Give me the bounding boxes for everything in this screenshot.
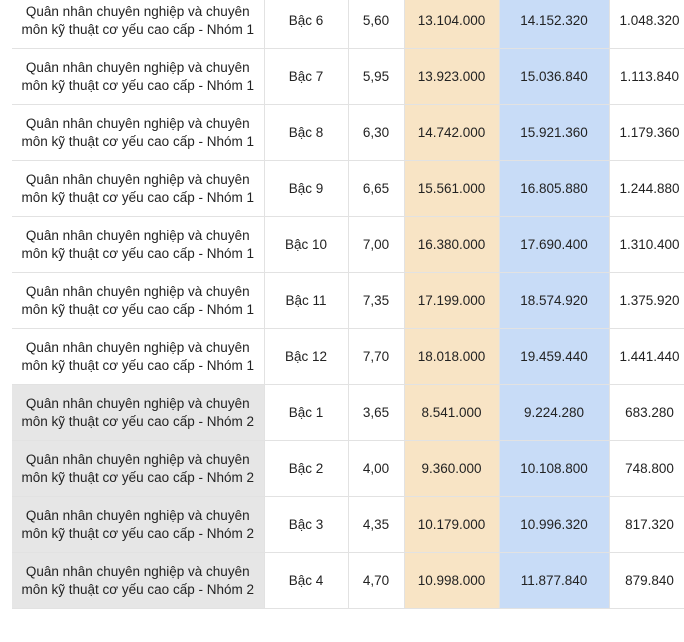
current-salary-cell: 14.742.000: [404, 105, 499, 161]
increase-cell: 1.113.840: [609, 49, 684, 105]
table-row: [6, 161, 684, 217]
increase-cell: 1.179.360: [609, 105, 684, 161]
increase-cell: 1.441.440: [609, 329, 684, 385]
coefficient-cell: 7,35: [348, 273, 404, 329]
new-salary-cell: 15.921.360: [499, 105, 609, 161]
new-salary-cell: 10.108.800: [499, 441, 609, 497]
rank-cell: Bậc 9: [264, 161, 348, 217]
rank-cell: Bậc 6: [264, 0, 348, 49]
current-salary-cell: 17.199.000: [404, 273, 499, 329]
coefficient-cell: 4,00: [348, 441, 404, 497]
table-row: [6, 105, 684, 161]
current-salary-cell: 9.360.000: [404, 441, 499, 497]
rank-cell: Bậc 4: [264, 553, 348, 609]
rank-cell: Bậc 11: [264, 273, 348, 329]
rank-cell: Bậc 8: [264, 105, 348, 161]
new-salary-cell: 10.996.320: [499, 497, 609, 553]
current-salary-cell: 16.380.000: [404, 217, 499, 273]
position-title-cell: Quân nhân chuyên nghiệp và chuyên môn kỹ thuật cơ yếu cao cấp - Nhóm 1: [6, 329, 264, 385]
increase-cell: 879.840: [609, 553, 684, 609]
position-title-cell: Quân nhân chuyên nghiệp và chuyên môn kỹ thuật cơ yếu cao cấp - Nhóm 1: [6, 161, 264, 217]
current-salary-cell: 8.541.000: [404, 385, 499, 441]
rank-cell: Bậc 12: [264, 329, 348, 385]
position-title-cell: Quân nhân chuyên nghiệp và chuyên môn kỹ thuật cơ yếu cao cấp - Nhóm 2: [6, 385, 264, 441]
rank-cell: Bậc 7: [264, 49, 348, 105]
increase-cell: 1.310.400: [609, 217, 684, 273]
increase-cell: 1.048.320: [609, 0, 684, 49]
coefficient-cell: 7,70: [348, 329, 404, 385]
increase-cell: 748.800: [609, 441, 684, 497]
increase-cell: 683.280: [609, 385, 684, 441]
new-salary-cell: 11.877.840: [499, 553, 609, 609]
coefficient-cell: 4,70: [348, 553, 404, 609]
current-salary-cell: 13.104.000: [404, 0, 499, 49]
table-row: [6, 0, 684, 49]
coefficient-cell: 4,35: [348, 497, 404, 553]
coefficient-cell: 3,65: [348, 385, 404, 441]
new-salary-cell: 17.690.400: [499, 217, 609, 273]
rank-cell: Bậc 10: [264, 217, 348, 273]
coefficient-cell: 5,95: [348, 49, 404, 105]
new-salary-cell: 9.224.280: [499, 385, 609, 441]
rank-cell: Bậc 1: [264, 385, 348, 441]
position-title-cell: Quân nhân chuyên nghiệp và chuyên môn kỹ thuật cơ yếu cao cấp - Nhóm 1: [6, 105, 264, 161]
position-title-cell: Quân nhân chuyên nghiệp và chuyên môn kỹ thuật cơ yếu cao cấp - Nhóm 1: [6, 49, 264, 105]
rank-cell: Bậc 3: [264, 497, 348, 553]
new-salary-cell: 18.574.920: [499, 273, 609, 329]
increase-cell: 1.375.920: [609, 273, 684, 329]
table-row: [6, 497, 684, 553]
current-salary-cell: 13.923.000: [404, 49, 499, 105]
table-row: [6, 553, 684, 609]
table-row: [6, 441, 684, 497]
rank-cell: Bậc 2: [264, 441, 348, 497]
position-title-cell: Quân nhân chuyên nghiệp và chuyên môn kỹ thuật cơ yếu cao cấp - Nhóm 1: [6, 273, 264, 329]
position-title-cell: Quân nhân chuyên nghiệp và chuyên môn kỹ thuật cơ yếu cao cấp - Nhóm 1: [6, 0, 264, 49]
position-title-cell: Quân nhân chuyên nghiệp và chuyên môn kỹ thuật cơ yếu cao cấp - Nhóm 2: [6, 497, 264, 553]
current-salary-cell: 10.998.000: [404, 553, 499, 609]
salary-table-body: [6, 0, 684, 609]
table-row: [6, 49, 684, 105]
coefficient-cell: 6,65: [348, 161, 404, 217]
table-row: [6, 217, 684, 273]
current-salary-cell: 15.561.000: [404, 161, 499, 217]
coefficient-cell: 6,30: [348, 105, 404, 161]
new-salary-cell: 15.036.840: [499, 49, 609, 105]
increase-cell: 817.320: [609, 497, 684, 553]
increase-cell: 1.244.880: [609, 161, 684, 217]
new-salary-cell: 14.152.320: [499, 0, 609, 49]
current-salary-cell: 10.179.000: [404, 497, 499, 553]
position-title-cell: Quân nhân chuyên nghiệp và chuyên môn kỹ thuật cơ yếu cao cấp - Nhóm 2: [6, 441, 264, 497]
new-salary-cell: 19.459.440: [499, 329, 609, 385]
current-salary-cell: 18.018.000: [404, 329, 499, 385]
table-row: [6, 329, 684, 385]
coefficient-cell: 5,60: [348, 0, 404, 49]
new-salary-cell: 16.805.880: [499, 161, 609, 217]
table-row: [6, 273, 684, 329]
table-row: [6, 385, 684, 441]
position-title-cell: Quân nhân chuyên nghiệp và chuyên môn kỹ thuật cơ yếu cao cấp - Nhóm 1: [6, 217, 264, 273]
coefficient-cell: 7,00: [348, 217, 404, 273]
position-title-cell: Quân nhân chuyên nghiệp và chuyên môn kỹ thuật cơ yếu cao cấp - Nhóm 2: [6, 553, 264, 609]
